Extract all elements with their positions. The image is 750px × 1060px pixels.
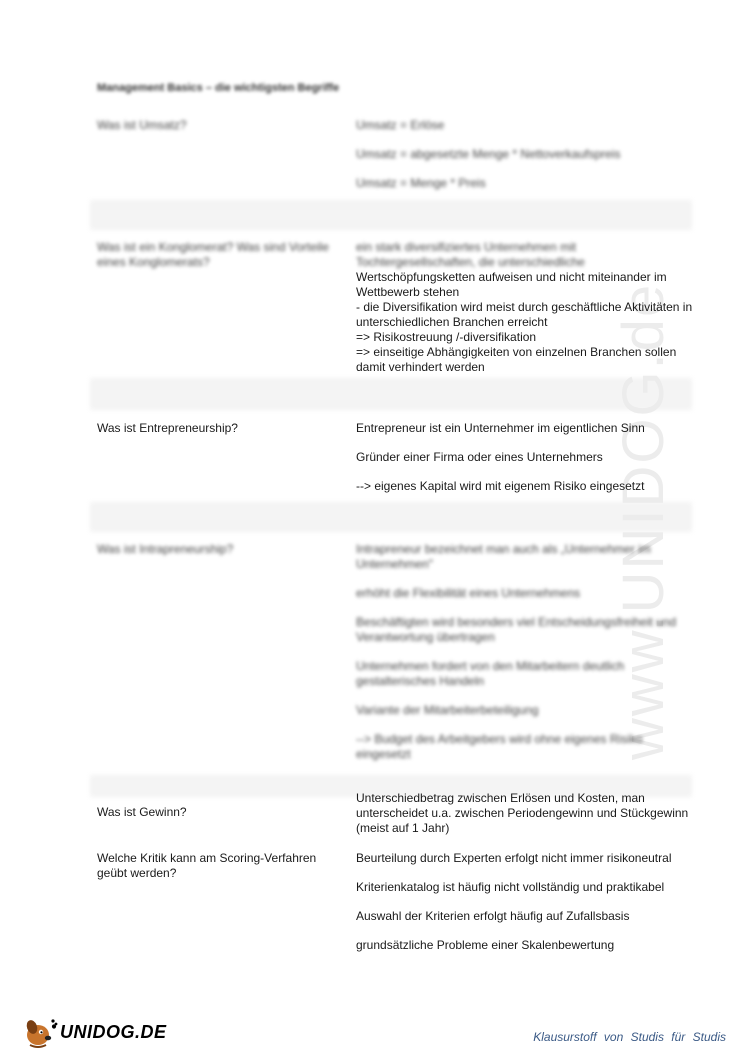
answer-line: grundsätzliche Probleme einer Skalenbewertung (356, 938, 615, 952)
unidog-logo (22, 1015, 167, 1049)
answer-cell (356, 118, 696, 205)
answer-line: Kriterienkatalog ist häufig nicht vollständig und praktikabel (356, 880, 665, 894)
answer-line: Gründer einer Firma oder eines Unternehmers (356, 450, 603, 464)
answer-line: ein stark diversifiziertes Unternehmen mit Tochtergesellschaften, die unterschiedliche (356, 240, 585, 269)
answer-line: Umsatz = Menge * Preis (356, 176, 486, 190)
answer-cell (356, 421, 696, 508)
answer-line: Unternehmen fordert von den Mitarbeitern deutlich gestalterisches Handeln (356, 659, 625, 688)
question-cell: Was ist Entrepreneurship? (97, 421, 238, 435)
answer-line: --> eigenes Kapital wird mit eigenem Risiko eingesetzt (356, 479, 645, 493)
question-cell: Was ist Umsatz? (97, 118, 187, 132)
answer-line: => einseitige Abhängigkeiten von einzelnen Branchen sollen damit verhindert werden (356, 345, 677, 374)
footer-slogan: Klausurstoff von Studis für Studis (533, 1030, 726, 1044)
answer-line: Entrepreneur ist ein Unternehmer im eigentlichen Sinn (356, 421, 645, 435)
dog-mascot-icon (22, 1015, 58, 1049)
answer-line: Umsatz = Erlöse (356, 118, 445, 132)
answer-cell (356, 542, 696, 776)
answer-line: Wertschöpfungsketten aufweisen und nicht miteinander im Wettbewerb stehen (356, 270, 667, 299)
answer-line: Variante der Mitarbeiterbeteiligung (356, 703, 539, 717)
answer-cell (356, 791, 696, 836)
answer-line: Beurteilung durch Experten erfolgt nicht immer risikoneutral (356, 851, 672, 865)
logo-text: UNIDOG.DE (60, 1021, 167, 1042)
answer-line: --> Budget des Arbeitgebers wird ohne eigenes Risiko eingesetzt (356, 732, 643, 761)
question-cell: Was ist ein Konglomerat? Was sind Vorteile eines Konglomerats? (97, 240, 329, 269)
answer-line: => Risikostreuung /-diversifikation (356, 330, 537, 344)
answer-line: Unterschiedbetrag zwischen Erlösen und Kosten, man unterscheidet u.a. zwischen Periodengewinn und Stückgewinn (meist auf 1 Jahr) (356, 791, 689, 835)
answer-line: - die Diversifikation wird meist durch geschäftliche Aktivitäten in unterschiedlichen Branchen erreicht (356, 300, 693, 329)
answer-line: Intrapreneur bezeichnet man auch als „Unternehmer im Unternehmen" (356, 542, 651, 571)
question-cell: Welche Kritik kann am Scoring-Verfahren geübt werden? (97, 851, 317, 880)
question-cell: Was ist Gewinn? (97, 805, 187, 819)
answer-cell (356, 240, 696, 375)
answer-line: Beschäftigten wird besonders viel Entscheidungsfreiheit und Verantwortung übertragen (356, 615, 677, 644)
question-cell: Was ist Intrapreneurship? (97, 542, 234, 556)
page-title: Management Basics – die wichtigsten Begriffe (97, 82, 340, 94)
answer-cell (356, 851, 696, 967)
watermark: www.UNIDOG.de (611, 282, 676, 760)
answer-line: erhöht die Flexibilität eines Unternehmens (356, 586, 581, 600)
answer-line: Auswahl der Kriterien erfolgt häufig auf Zufallsbasis (356, 909, 630, 923)
answer-line: Umsatz = abgesetzte Menge * Nettoverkaufspreis (356, 147, 621, 161)
separator-band (90, 378, 692, 410)
